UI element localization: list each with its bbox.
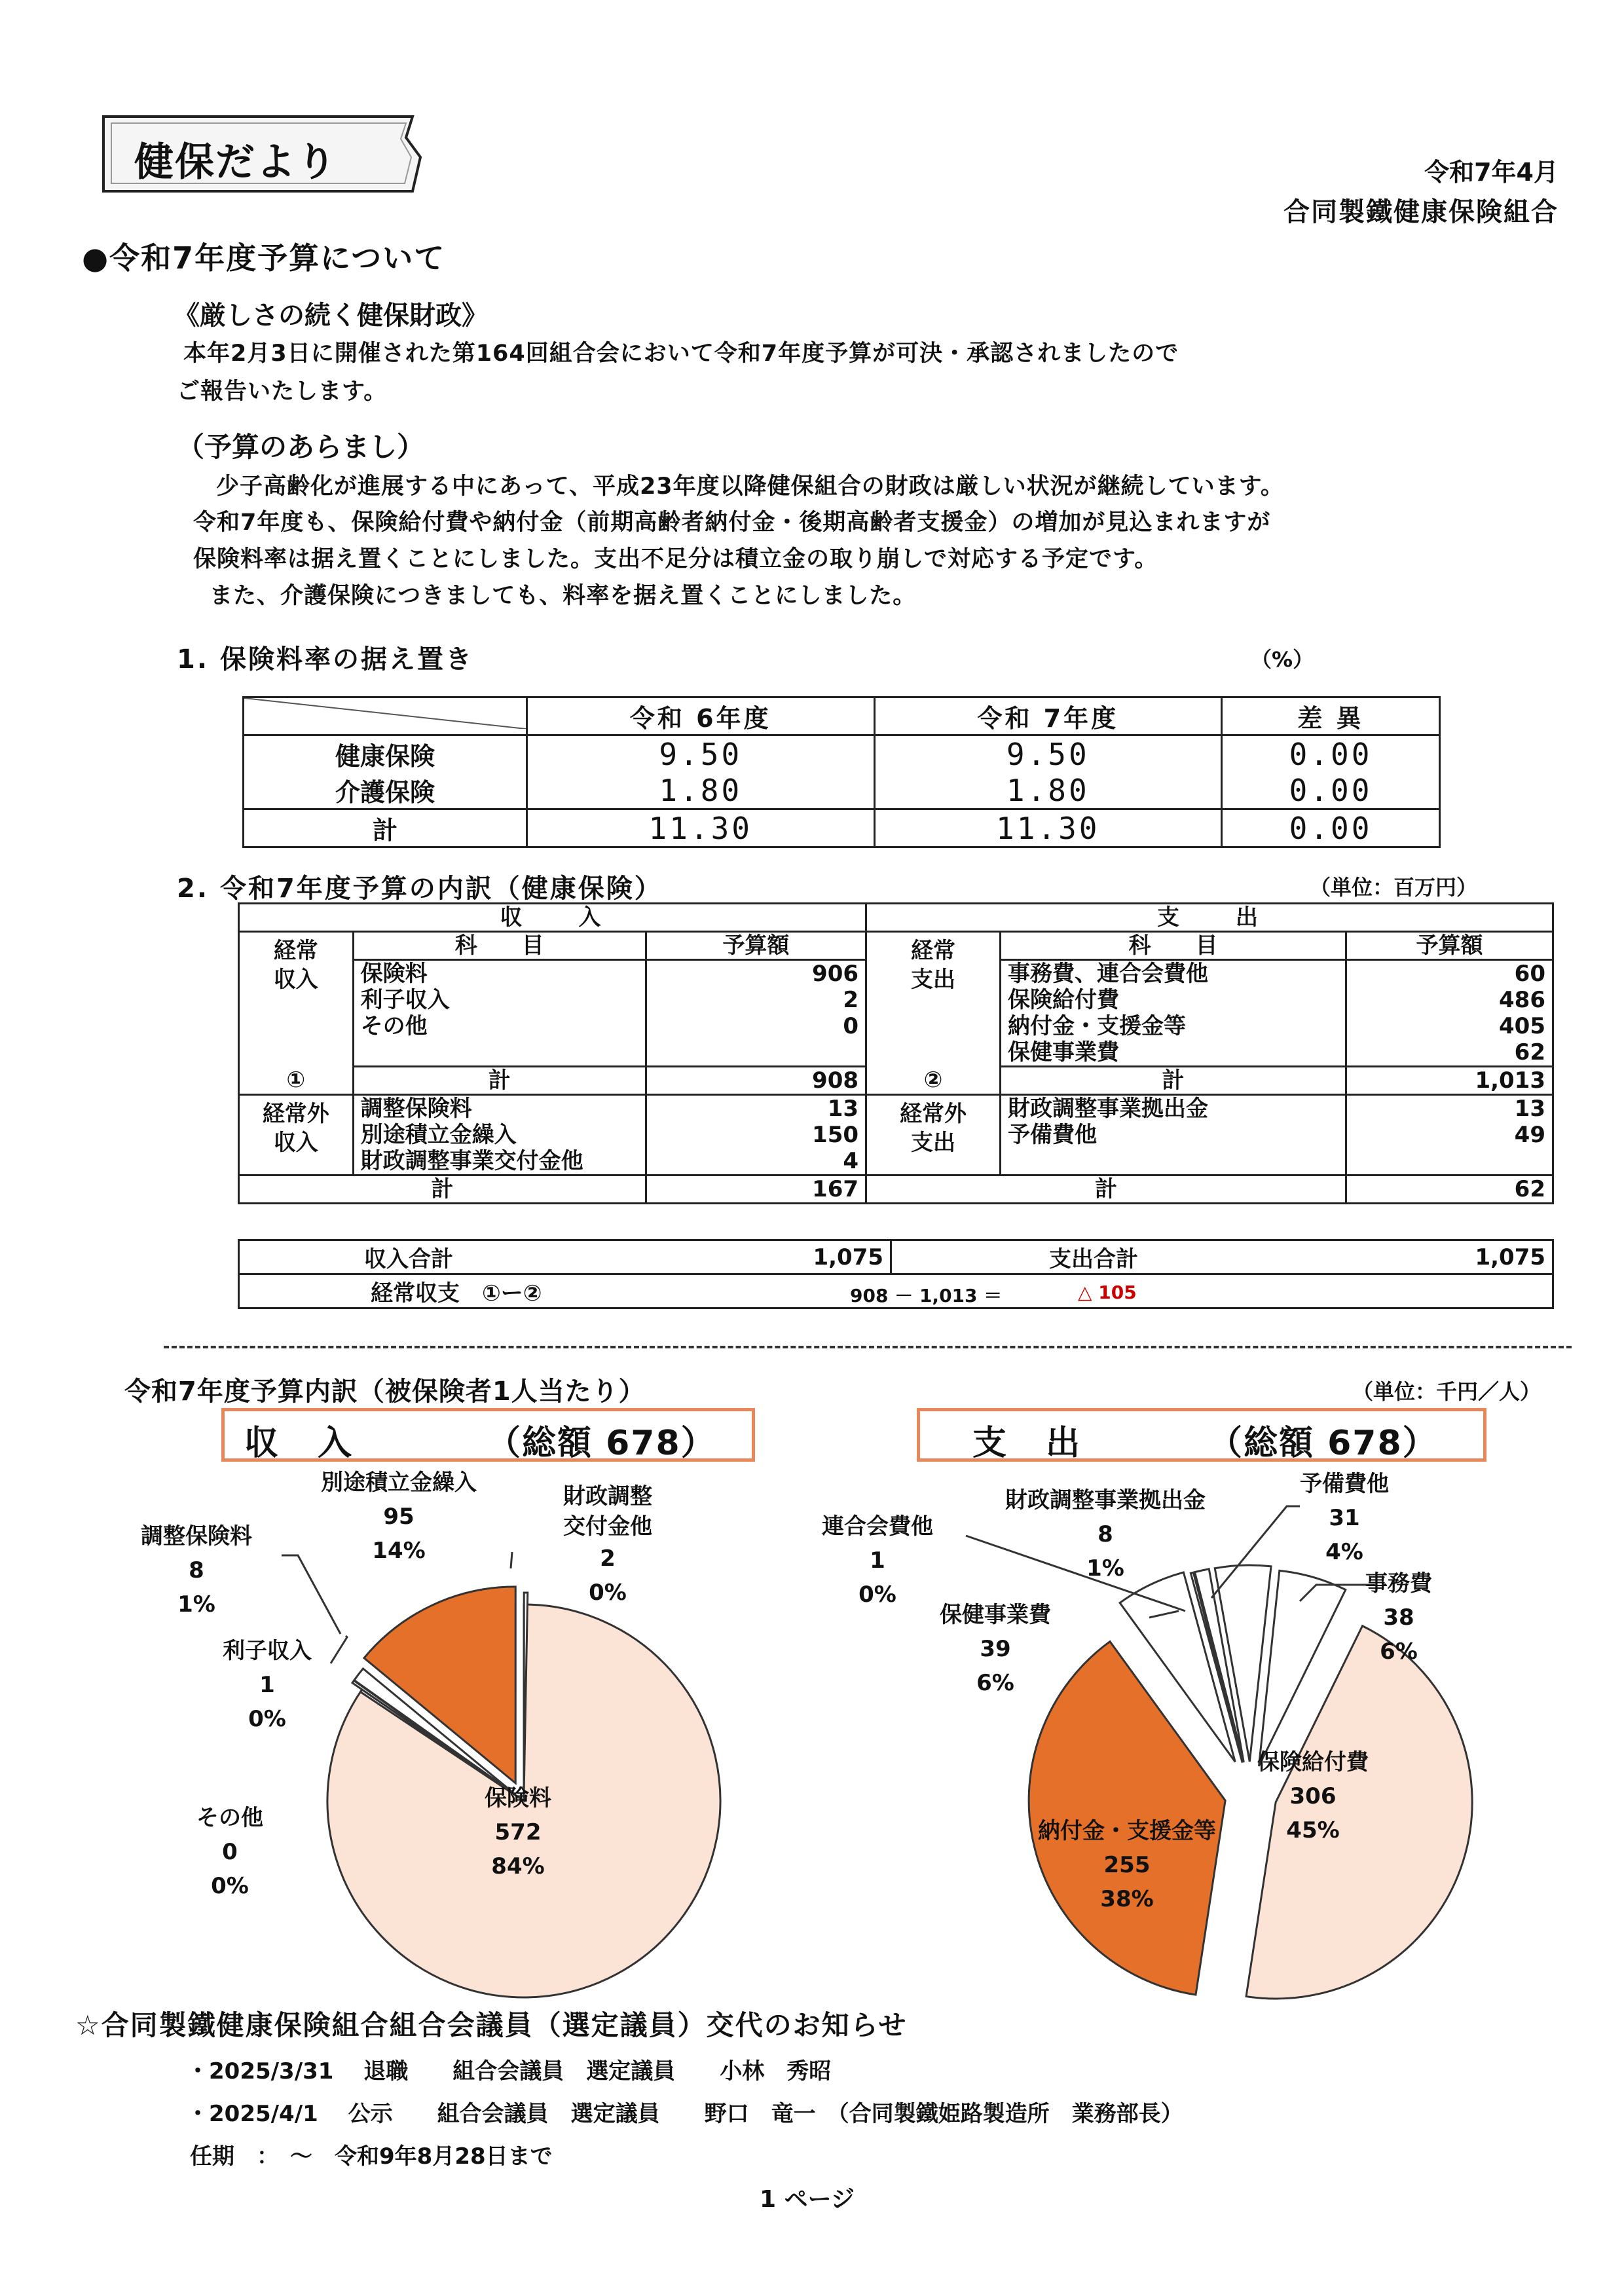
label-text: 利子収入 [223, 1638, 312, 1664]
income-amount: 150 [646, 1122, 866, 1148]
income-amount: 0 [646, 1013, 866, 1067]
section-title: ●令和7年度予算について [82, 240, 446, 276]
rates-r7: 9.50 [874, 735, 1222, 773]
label-percent: 14% [372, 1538, 426, 1564]
page-number: 1 ページ [760, 2186, 855, 2213]
expense-item: 保健事業費 [1000, 1039, 1346, 1067]
per-capita-unit: （単位：千円／人） [1352, 1379, 1541, 1404]
income-item: 保険料 [353, 960, 646, 988]
expense-item: 事務費、連合会費他 [1000, 960, 1346, 988]
income-total: 1,075 [792, 1240, 891, 1274]
budget-unit: （単位：百万円） [1310, 875, 1478, 900]
income-item: 別途積立金繰入 [353, 1122, 646, 1148]
intro-line-1: 本年2月3日に開催された第164回組合会において令和7年度予算が可決・承認されましたので [183, 341, 1179, 367]
label-text: 連合会費他 [822, 1513, 933, 1540]
label-text: 保健事業費 [940, 1602, 1051, 1628]
rates-r6: 1.80 [527, 772, 875, 809]
pie-label-chosei [141, 1519, 252, 1621]
expense-item: 納付金・支援金等 [1000, 1013, 1346, 1039]
intro-line-2: ご報告いたします。 [177, 379, 388, 405]
notice-title: ☆合同製鐵健康保険組合組合会議員（選定議員）交代のお知らせ [75, 2009, 908, 2041]
balance-label: 経常収支 ①ー② [371, 1280, 542, 1306]
income-subtotal-label: 計 [353, 1067, 646, 1095]
label-value: 1 [870, 1547, 885, 1574]
income-amount: 4 [646, 1148, 866, 1176]
label-text: 保険料 [485, 1785, 551, 1811]
expense-amount-header: 予算額 [1346, 932, 1553, 960]
label-value: 39 [980, 1636, 1011, 1662]
income-total-label: 収入合計 [239, 1240, 792, 1274]
expense-total: 1,075 [1449, 1240, 1553, 1274]
income-box-label: 収 入 [244, 1424, 355, 1463]
notice-line-1: ・2025/3/31 退職 組合会議員 選定議員 小林 秀昭 [187, 2058, 832, 2084]
outline-line-1: 少子高齢化が進展する中にあって、平成23年度以降健保組合の財政は厳しい状況が継続しています。 [216, 473, 1284, 500]
banner-title: 健保だより [134, 139, 337, 185]
label-percent: 1% [1086, 1555, 1124, 1582]
rates-diff: 0.00 [1222, 809, 1440, 847]
income-amount-header: 予算額 [646, 932, 866, 960]
leader-line [511, 1552, 512, 1568]
pie-label-yobi [1300, 1467, 1389, 1569]
rates-col-diff: 差 異 [1222, 697, 1440, 735]
per-capita-heading: 令和7年度予算内訳（被保険者1人当たり） [124, 1377, 646, 1407]
label-value: 1 [259, 1672, 275, 1698]
expense-regular-group: 経常 支出 [866, 932, 1001, 1067]
income-amount: 906 [646, 960, 866, 988]
label-text: 保険給付費 [1257, 1749, 1369, 1775]
expense-amount: 62 [1346, 1039, 1553, 1067]
expense-regular-mark: ② [866, 1067, 1001, 1095]
rates-unit: （%） [1251, 647, 1314, 672]
label-value: 38 [1383, 1604, 1414, 1631]
pie-label-jimuhi [1365, 1566, 1432, 1669]
expense-extra-group: 経常外 支出 [866, 1095, 1001, 1176]
rates-row-label: 健康保険 [244, 735, 527, 773]
budget-heading: 2. 令和7年度予算の内訳（健康保険） [177, 874, 663, 904]
label-percent: 0% [211, 1873, 249, 1899]
expense-amount: 13 [1346, 1095, 1553, 1122]
pie-label-nofukin [1038, 1814, 1216, 1916]
expense-header: 支 出 [866, 904, 1553, 932]
organization-name: 合同製鐵健康保険組合 [1283, 197, 1559, 227]
rates-diff: 0.00 [1222, 735, 1440, 773]
label-percent: 6% [976, 1670, 1014, 1696]
rates-r6: 11.30 [527, 809, 875, 847]
label-percent: 6% [1380, 1639, 1418, 1665]
income-item-header: 科 目 [353, 932, 646, 960]
label-value: 306 [1289, 1783, 1337, 1809]
outline-line-4: また、介護保険につきましても、料率を据え置くことにしました。 [210, 583, 917, 609]
expense-extra-subtotal-label: 計 [866, 1176, 1346, 1204]
label-percent: 0% [589, 1580, 627, 1606]
label-value: 8 [189, 1557, 204, 1583]
income-regular-total: 908 [646, 1067, 866, 1095]
label-percent: 45% [1286, 1817, 1340, 1843]
income-item: その他 [353, 1013, 646, 1067]
rates-r7: 1.80 [874, 772, 1222, 809]
expense-item: 予備費他 [1000, 1122, 1346, 1176]
rates-row-label: 計 [244, 809, 527, 847]
expense-regular-total: 1,013 [1346, 1067, 1553, 1095]
pie-label-kyufu [1257, 1745, 1369, 1847]
expense-amount: 486 [1346, 987, 1553, 1013]
rates-col-r7: 令和 7年度 [874, 697, 1222, 735]
pie-label-hokenjigyo [940, 1598, 1051, 1700]
rates-heading: 1. 保険料率の据え置き [177, 644, 473, 675]
label-text: 予備費他 [1300, 1471, 1389, 1497]
outline-line-2: 令和7年度も、保険給付費や納付金（前期高齢者納付金・後期高齢者支援金）の増加が見込まれますが [193, 509, 1271, 536]
label-text: 事務費 [1365, 1570, 1432, 1597]
pie-label-zaisei: 財政調整 交付金他 2 0% [563, 1481, 652, 1610]
income-amount: 2 [646, 987, 866, 1013]
label-percent: 38% [1100, 1886, 1154, 1912]
issue-date: 令和7年4月 [1424, 158, 1559, 187]
pie-label-kyoshutsu [1005, 1483, 1206, 1585]
label-value: 0 [222, 1839, 238, 1865]
income-header: 収 入 [239, 904, 866, 932]
expense-subtotal-label: 計 [1000, 1067, 1346, 1095]
notice-line-3: 任期 ： ～ 令和9年8月28日まで [190, 2143, 553, 2170]
expense-total-label: 支出合計 [891, 1240, 1449, 1274]
rates-col-r6: 令和 6年度 [527, 697, 875, 735]
expense-item: 財政調整事業拠出金 [1000, 1095, 1346, 1122]
label-percent: 84% [491, 1853, 545, 1879]
expense-box-total: （総額 678） [1208, 1424, 1438, 1463]
label-text: その他 [196, 1805, 263, 1831]
income-item: 財政調整事業交付金他 [353, 1148, 646, 1176]
notice-line-2: ・2025/4/1 公示 組合会議員 選定議員 野口 竜一 （合同製鐵姫路製造所 業務部長） [187, 2101, 1183, 2127]
label-percent: 0% [858, 1582, 896, 1608]
rates-row-label: 介護保険 [244, 772, 527, 809]
label-text: 納付金・支援金等 [1038, 1818, 1216, 1844]
income-regular-group: 経常 収入 [239, 932, 354, 1040]
pie-label-betto [321, 1466, 477, 1568]
income-amount: 13 [646, 1095, 866, 1122]
income-regular-mark: ① [239, 1067, 354, 1095]
expense-amount: 49 [1346, 1122, 1553, 1176]
section-subtitle: 《厳しさの続く健保財政》 [174, 301, 488, 331]
label-percent: 0% [248, 1706, 286, 1732]
expense-item-header: 科 目 [1000, 932, 1346, 960]
label-percent: 4% [1325, 1539, 1363, 1565]
label-value: 31 [1329, 1505, 1360, 1531]
expense-amount: 60 [1346, 960, 1553, 988]
expense-amount: 405 [1346, 1013, 1553, 1039]
expense-extra-total: 62 [1346, 1176, 1553, 1204]
balance-formula: 908 － 1,013 ＝ [850, 1285, 1003, 1306]
label-value: 2 [600, 1546, 616, 1572]
rates-r6: 9.50 [527, 735, 875, 773]
expense-box-label: 支 出 [972, 1424, 1083, 1463]
income-item: 利子収入 [353, 987, 646, 1013]
income-extra-group: 経常外 収入 [239, 1095, 354, 1176]
label-text: 調整保険料 [141, 1523, 252, 1549]
label-value: 572 [494, 1819, 542, 1845]
pie-label-rishi [223, 1634, 312, 1736]
label-percent: 1% [177, 1591, 215, 1618]
pie-label-sonota [196, 1801, 263, 1903]
outline-title: （予算のあらまし） [177, 431, 425, 463]
income-box-total: （総額 678） [487, 1424, 716, 1463]
pie-label-rengokai [822, 1509, 933, 1612]
income-item: 調整保険料 [353, 1095, 646, 1122]
label-value: 95 [383, 1504, 415, 1530]
label-text: 財政調整事業拠出金 [1005, 1487, 1206, 1513]
balance-result: △ 105 [1078, 1282, 1137, 1303]
rates-r7: 11.30 [874, 809, 1222, 847]
income-extra-subtotal-label: 計 [239, 1176, 646, 1204]
label-text: 別途積立金繰入 [321, 1470, 477, 1496]
rates-diff: 0.00 [1222, 772, 1440, 809]
outline-line-3: 保険料率は据え置くことにしました。支出不足分は積立金の取り崩しで対応する予定です。 [193, 546, 1158, 572]
expense-item: 保険給付費 [1000, 987, 1346, 1013]
income-extra-total: 167 [646, 1176, 866, 1204]
label-value: 255 [1103, 1852, 1151, 1878]
leader-line [331, 1636, 347, 1663]
pie-label-hokenryo [485, 1781, 551, 1883]
label-value: 8 [1098, 1521, 1113, 1547]
